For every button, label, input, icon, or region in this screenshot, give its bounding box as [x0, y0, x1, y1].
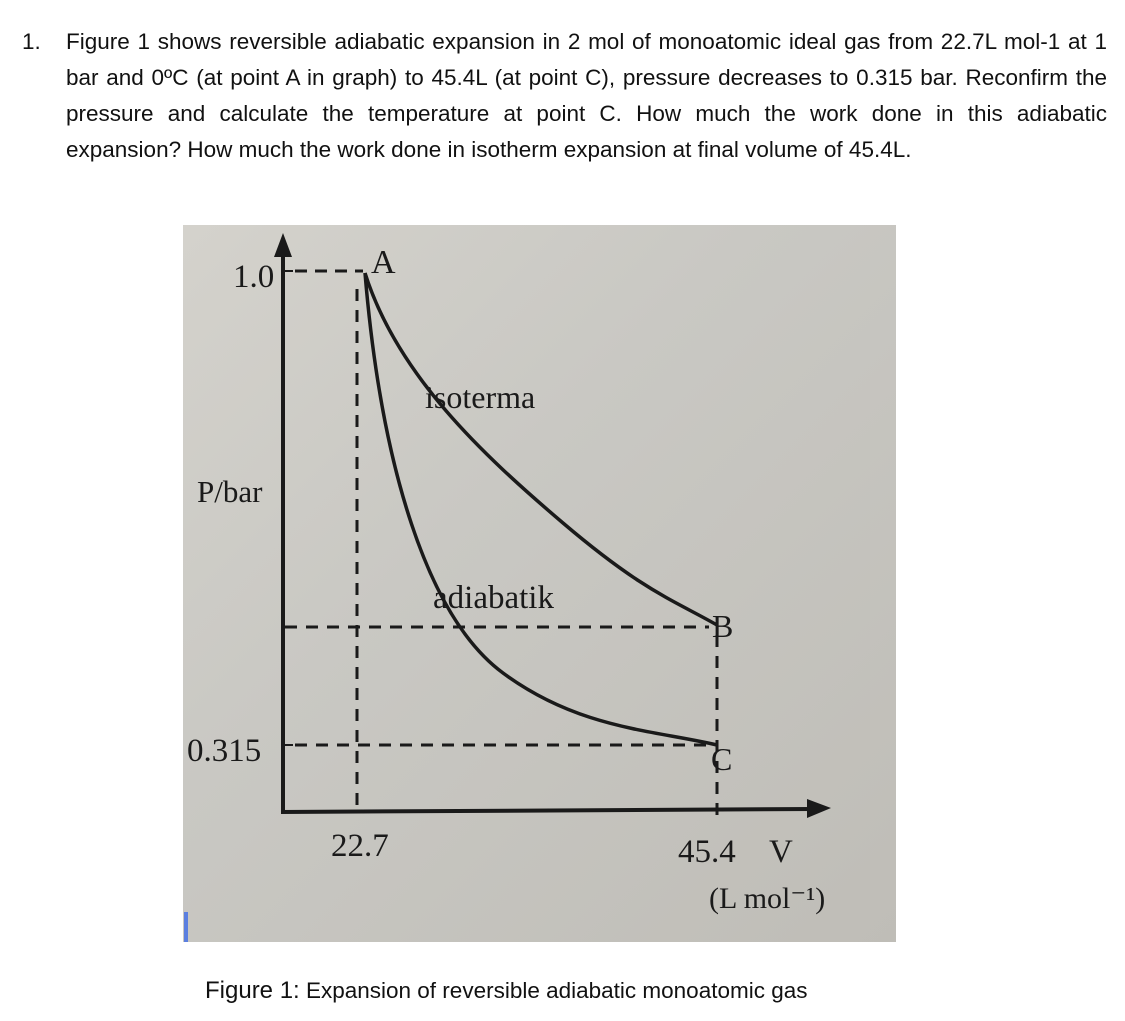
x-tick-label-45-4: 45.4: [678, 834, 736, 870]
figure-photo: [183, 225, 896, 942]
y-axis-arrow-icon: [274, 233, 292, 257]
text-cursor: [184, 912, 188, 942]
x-axis-line: [281, 809, 813, 812]
x-axis-title: V: [769, 834, 793, 870]
point-a-label: A: [371, 244, 396, 281]
point-b-label: B: [712, 608, 734, 644]
adiabatic-curve: [365, 273, 717, 745]
figure-caption: [205, 974, 808, 1008]
y-tick-label-0-315: 0.315: [187, 733, 262, 769]
isotherm-curve: [365, 273, 717, 625]
y-tick-label-1: 1.0: [233, 259, 275, 295]
x-axis-unit: (L mol⁻¹): [709, 882, 826, 915]
question-number: 1.: [22, 29, 41, 54]
question-text: Figure 1 shows reversible adiabatic expansion in 2 mol of monoatomic ideal gas from 22.7L mol-1 at 1 bar and 0ºC (at point A in graph) to 45.4L (at point C), pressure decreases to 0.315 bar. Reconfirm the pressure and calculate the temperature at point C. How much the work done in this adiabatic expansion? How much the work done in isotherm expansion at final volume of 45.4L.: [66, 29, 1107, 162]
series-label-adiabatik: adiabatik: [433, 580, 554, 616]
pv-diagram: [183, 225, 896, 942]
y-axis-title: P/bar: [197, 474, 263, 509]
caption-text: Expansion of reversible adiabatic monoatomic gas: [299, 978, 808, 1003]
x-axis-arrow-icon: [807, 799, 831, 818]
x-tick-label-22-7: 22.7: [331, 828, 389, 864]
caption-prefix: Figure 1:: [205, 977, 300, 1004]
question-block: [22, 24, 1107, 168]
point-c-label: C: [711, 741, 733, 777]
series-label-isoterma: isoterma: [425, 379, 536, 415]
